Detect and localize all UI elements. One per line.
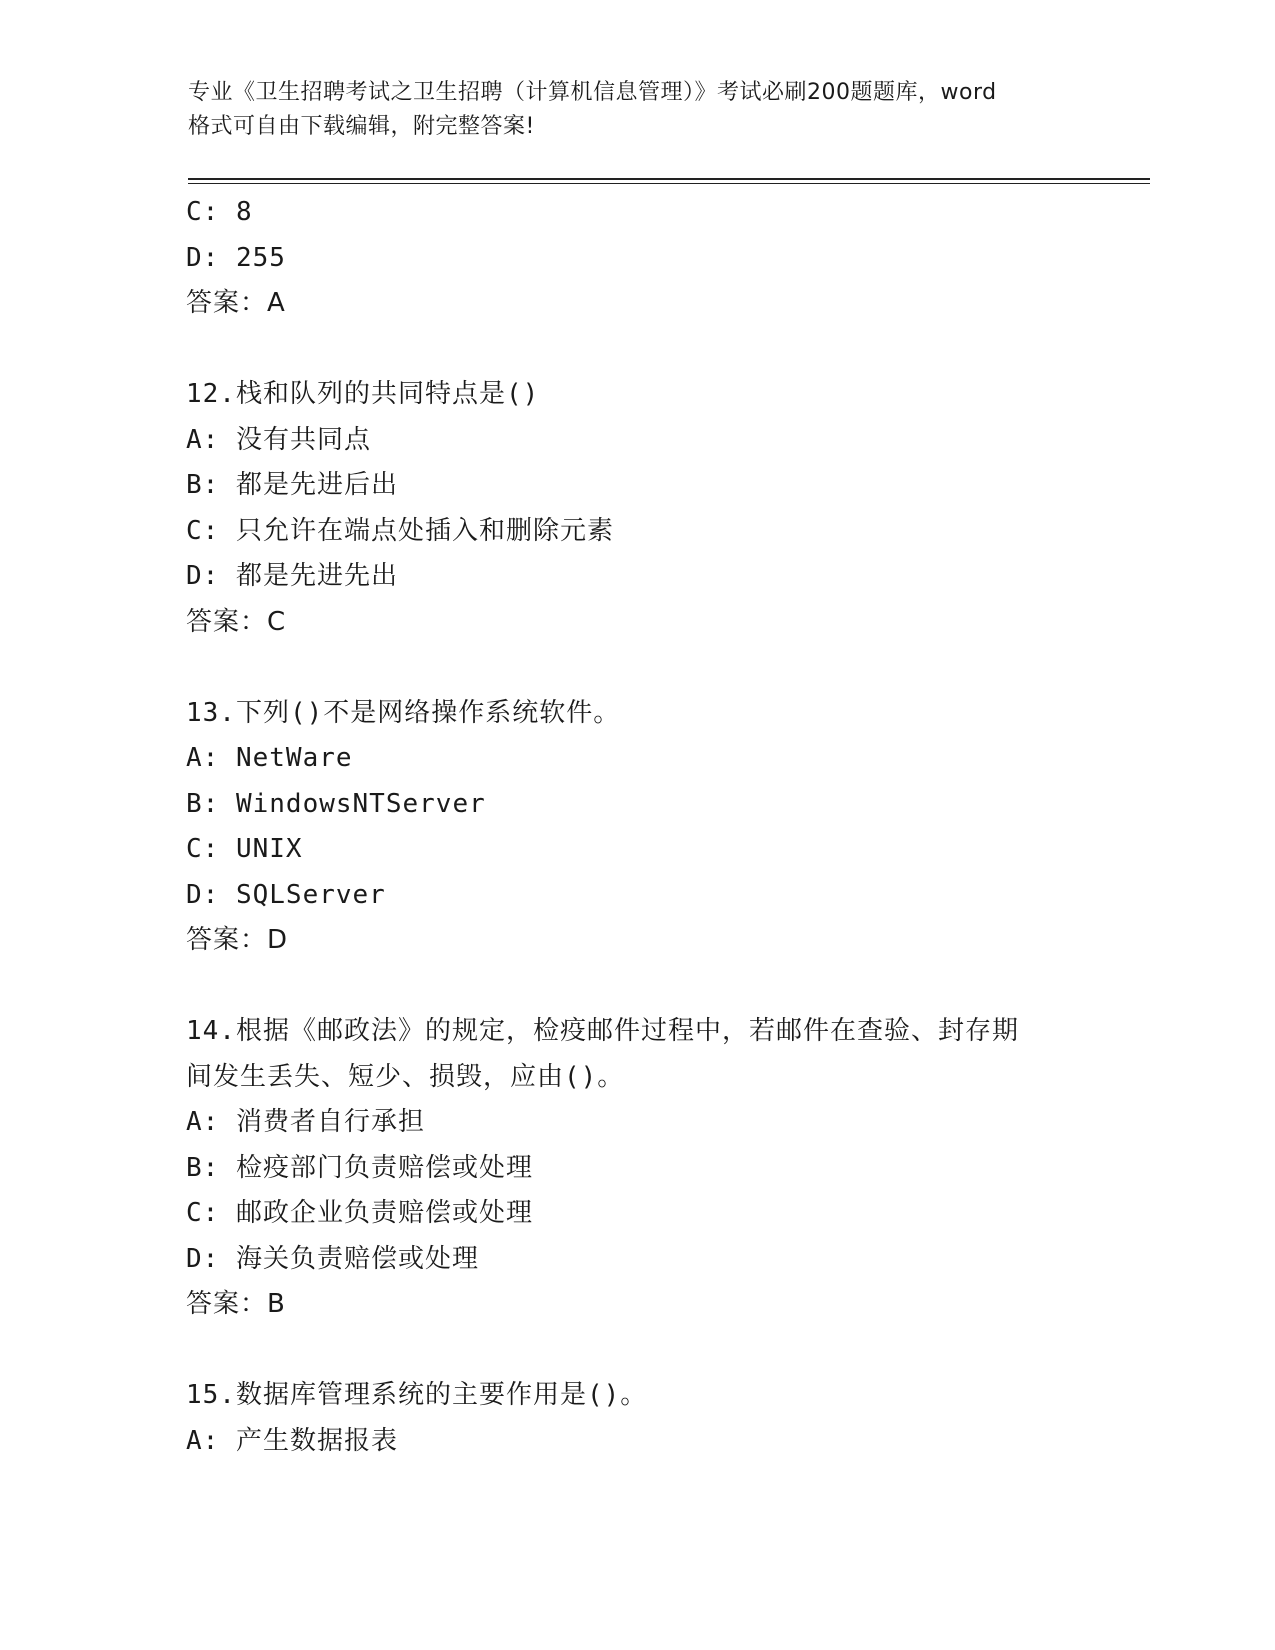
question-15 — [186, 1373, 1086, 1464]
header-line-2: 格式可自由下载编辑，附完整答案! — [188, 114, 535, 139]
question-stem-line-2: 间发生丢失、短少、损毁，应由()。 — [186, 1061, 625, 1092]
option-d: D: 255 — [186, 242, 286, 273]
option-a: A: NetWare — [186, 743, 353, 773]
spacer — [186, 964, 1086, 1010]
question-stem-line-1: 14.根据《邮政法》的规定，检疫邮件过程中，若邮件在查验、封存期 — [186, 1016, 1019, 1046]
answer: 答案：C — [186, 606, 287, 637]
question-stem: 12.栈和队列的共同特点是() — [186, 379, 540, 409]
question-14 — [186, 1009, 1086, 1328]
question-13 — [186, 691, 1086, 964]
question-12 — [186, 372, 1086, 645]
option-c: C: UNIX — [186, 834, 303, 864]
option-b: B: WindowsNTServer — [186, 788, 486, 819]
option-d: D: 都是先进先出 — [186, 561, 398, 591]
header-divider-thin — [188, 183, 1150, 184]
document-header — [188, 76, 1088, 144]
spacer — [186, 645, 1086, 691]
option-d: D: SQLServer — [186, 879, 386, 910]
question-stem: 15.数据库管理系统的主要作用是()。 — [186, 1380, 648, 1410]
option-c: C: 只允许在端点处插入和删除元素 — [186, 515, 614, 546]
answer: 答案：B — [186, 1289, 286, 1319]
option-a: A: 消费者自行承担 — [186, 1107, 425, 1137]
answer: 答案：A — [186, 288, 286, 318]
option-b: B: 检疫部门负责赔偿或处理 — [186, 1152, 533, 1183]
question-11-continuation — [186, 190, 1086, 327]
option-b: B: 都是先进后出 — [186, 470, 398, 500]
question-stem: 13.下列()不是网络操作系统软件。 — [186, 697, 621, 728]
spacer — [186, 327, 1086, 373]
answer: 答案：D — [186, 925, 289, 955]
question-list — [186, 190, 1086, 1464]
option-d: D: 海关负责赔偿或处理 — [186, 1243, 479, 1274]
option-a: A: 没有共同点 — [186, 424, 371, 455]
header-line-1: 专业《卫生招聘考试之卫生招聘（计算机信息管理）》考试必刷200题题库，word — [188, 80, 997, 105]
option-c: C: 8 — [186, 197, 253, 227]
option-c: C: 邮政企业负责赔偿或处理 — [186, 1198, 533, 1228]
option-a: A: 产生数据报表 — [186, 1425, 398, 1456]
header-divider-thick — [188, 178, 1150, 180]
spacer — [186, 1328, 1086, 1374]
